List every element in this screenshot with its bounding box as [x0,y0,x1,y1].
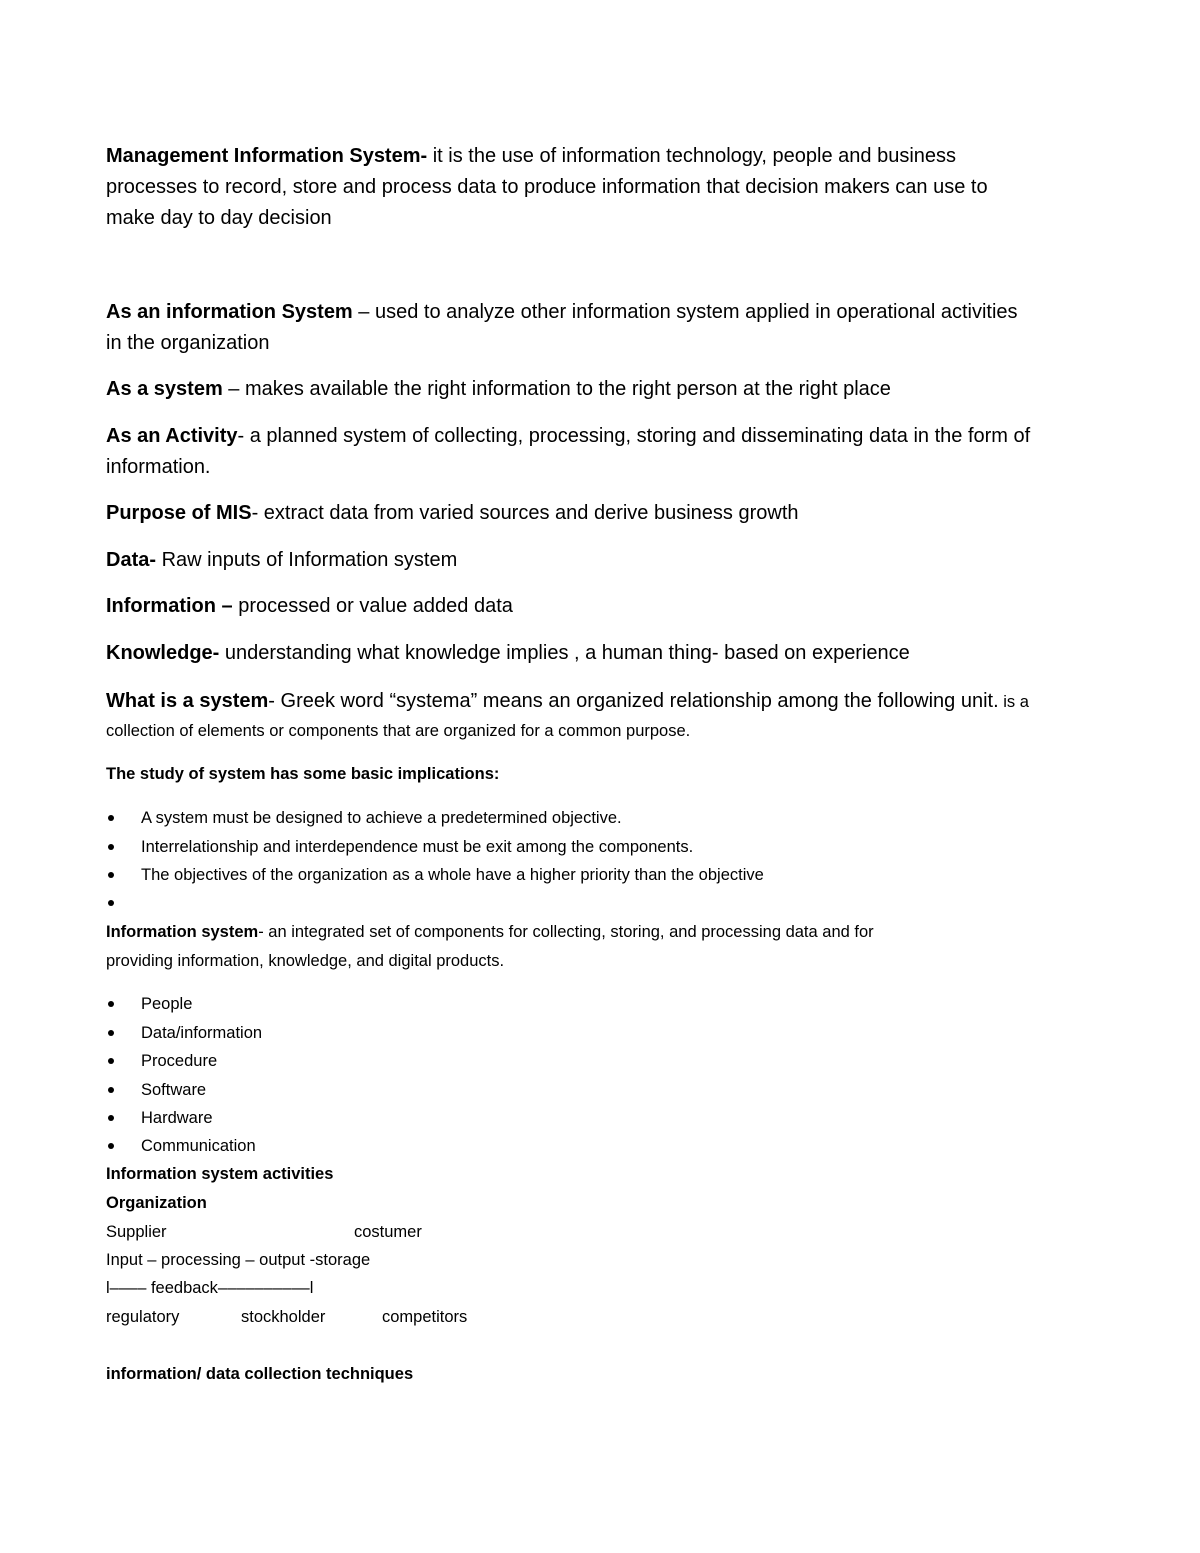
as-an-activity-line-1: As an Activity- a planned system of collecting, processing, storing and disseminating data in the form of [106,425,1031,447]
as-a-system-line: As a system – makes available the right information to the right person at the right place [106,378,891,400]
competitors-label: competitors [382,1308,468,1326]
component-item: Data/information [141,1019,262,1047]
bullet-icon [108,844,114,850]
feedback-line: l–––– feedback––––––––––l [106,1279,314,1297]
activities-heading: Information system activities [106,1165,334,1183]
information-definition-line: Information – processed or value added data [106,595,513,617]
information-system-line-1: Information system- an integrated set of components for collecting, storing, and processing data and for [106,923,874,941]
bullet-icon [108,1058,114,1064]
component-item: Software [141,1076,206,1104]
term-what-is-a-system: What is a system [106,690,269,712]
term-knowledge: Knowledge- [106,642,220,664]
knowledge-definition-line: Knowledge- understanding what knowledge implies , a human thing- based on experience [106,642,910,664]
term-purpose-of-mis: Purpose of MIS [106,502,252,524]
mis-definition-line-3: make day to day decision [106,207,332,229]
implication-item: The objectives of the organization as a whole have a higher priority than the objective [141,861,764,889]
costumer-label: costumer [354,1223,422,1241]
regulatory-label: regulatory [106,1308,180,1326]
term-as-information-system: As an information System [106,301,353,323]
organization-heading: Organization [106,1194,207,1212]
bullet-icon [108,815,114,821]
bullet-icon [108,1115,114,1121]
collection-techniques-heading: information/ data collection techniques [106,1365,414,1383]
supplier-label: Supplier [106,1223,167,1241]
term-information-system: Information system [106,923,259,941]
data-definition-line: Data- Raw inputs of Information system [106,549,458,571]
implications-heading: The study of system has some basic implications: [106,765,500,783]
component-item: Procedure [141,1047,217,1075]
term-data: Data- [106,549,157,571]
bullet-icon [108,1143,114,1149]
bullet-icon [108,1001,114,1007]
mis-definition-line-1: Management Information System- it is the use of information technology, people and business [106,145,957,167]
as-an-activity-line-2: information. [106,456,211,478]
bullet-icon [108,1087,114,1093]
bullet-icon [108,1030,114,1036]
purpose-of-mis-line: Purpose of MIS- extract data from varied sources and derive business growth [106,502,799,524]
component-item: Communication [141,1132,256,1160]
information-system-line-2: providing information, knowledge, and digital products. [106,952,505,970]
stockholder-label: stockholder [241,1308,326,1326]
what-is-a-system-line-1: What is a system- Greek word “systema” means an organized relationship among the following unit. is a [106,690,1029,712]
term-as-an-activity: As an Activity [106,425,238,447]
flow-line: Input – processing – output -storage [106,1251,371,1269]
term-as-a-system: As a system [106,378,223,400]
term-information: Information – [106,595,233,617]
as-information-system-line-2: in the organization [106,332,270,354]
mis-definition-line-2: processes to record, store and process data to produce information that decision makers can use to [106,176,988,198]
bullet-icon [108,872,114,878]
what-is-a-system-line-2: collection of elements or components that are organized for a common purpose. [106,722,691,740]
bullet-icon [108,900,114,906]
implication-item: Interrelationship and interdependence must be exit among the components. [141,833,693,861]
component-item: People [141,990,192,1018]
component-item: Hardware [141,1104,213,1132]
as-information-system-line-1: As an information System – used to analyze other information system applied in operational activities [106,301,1018,323]
term-mis: Management Information System- [106,145,428,167]
implication-item: A system must be designed to achieve a predetermined objective. [141,804,622,832]
